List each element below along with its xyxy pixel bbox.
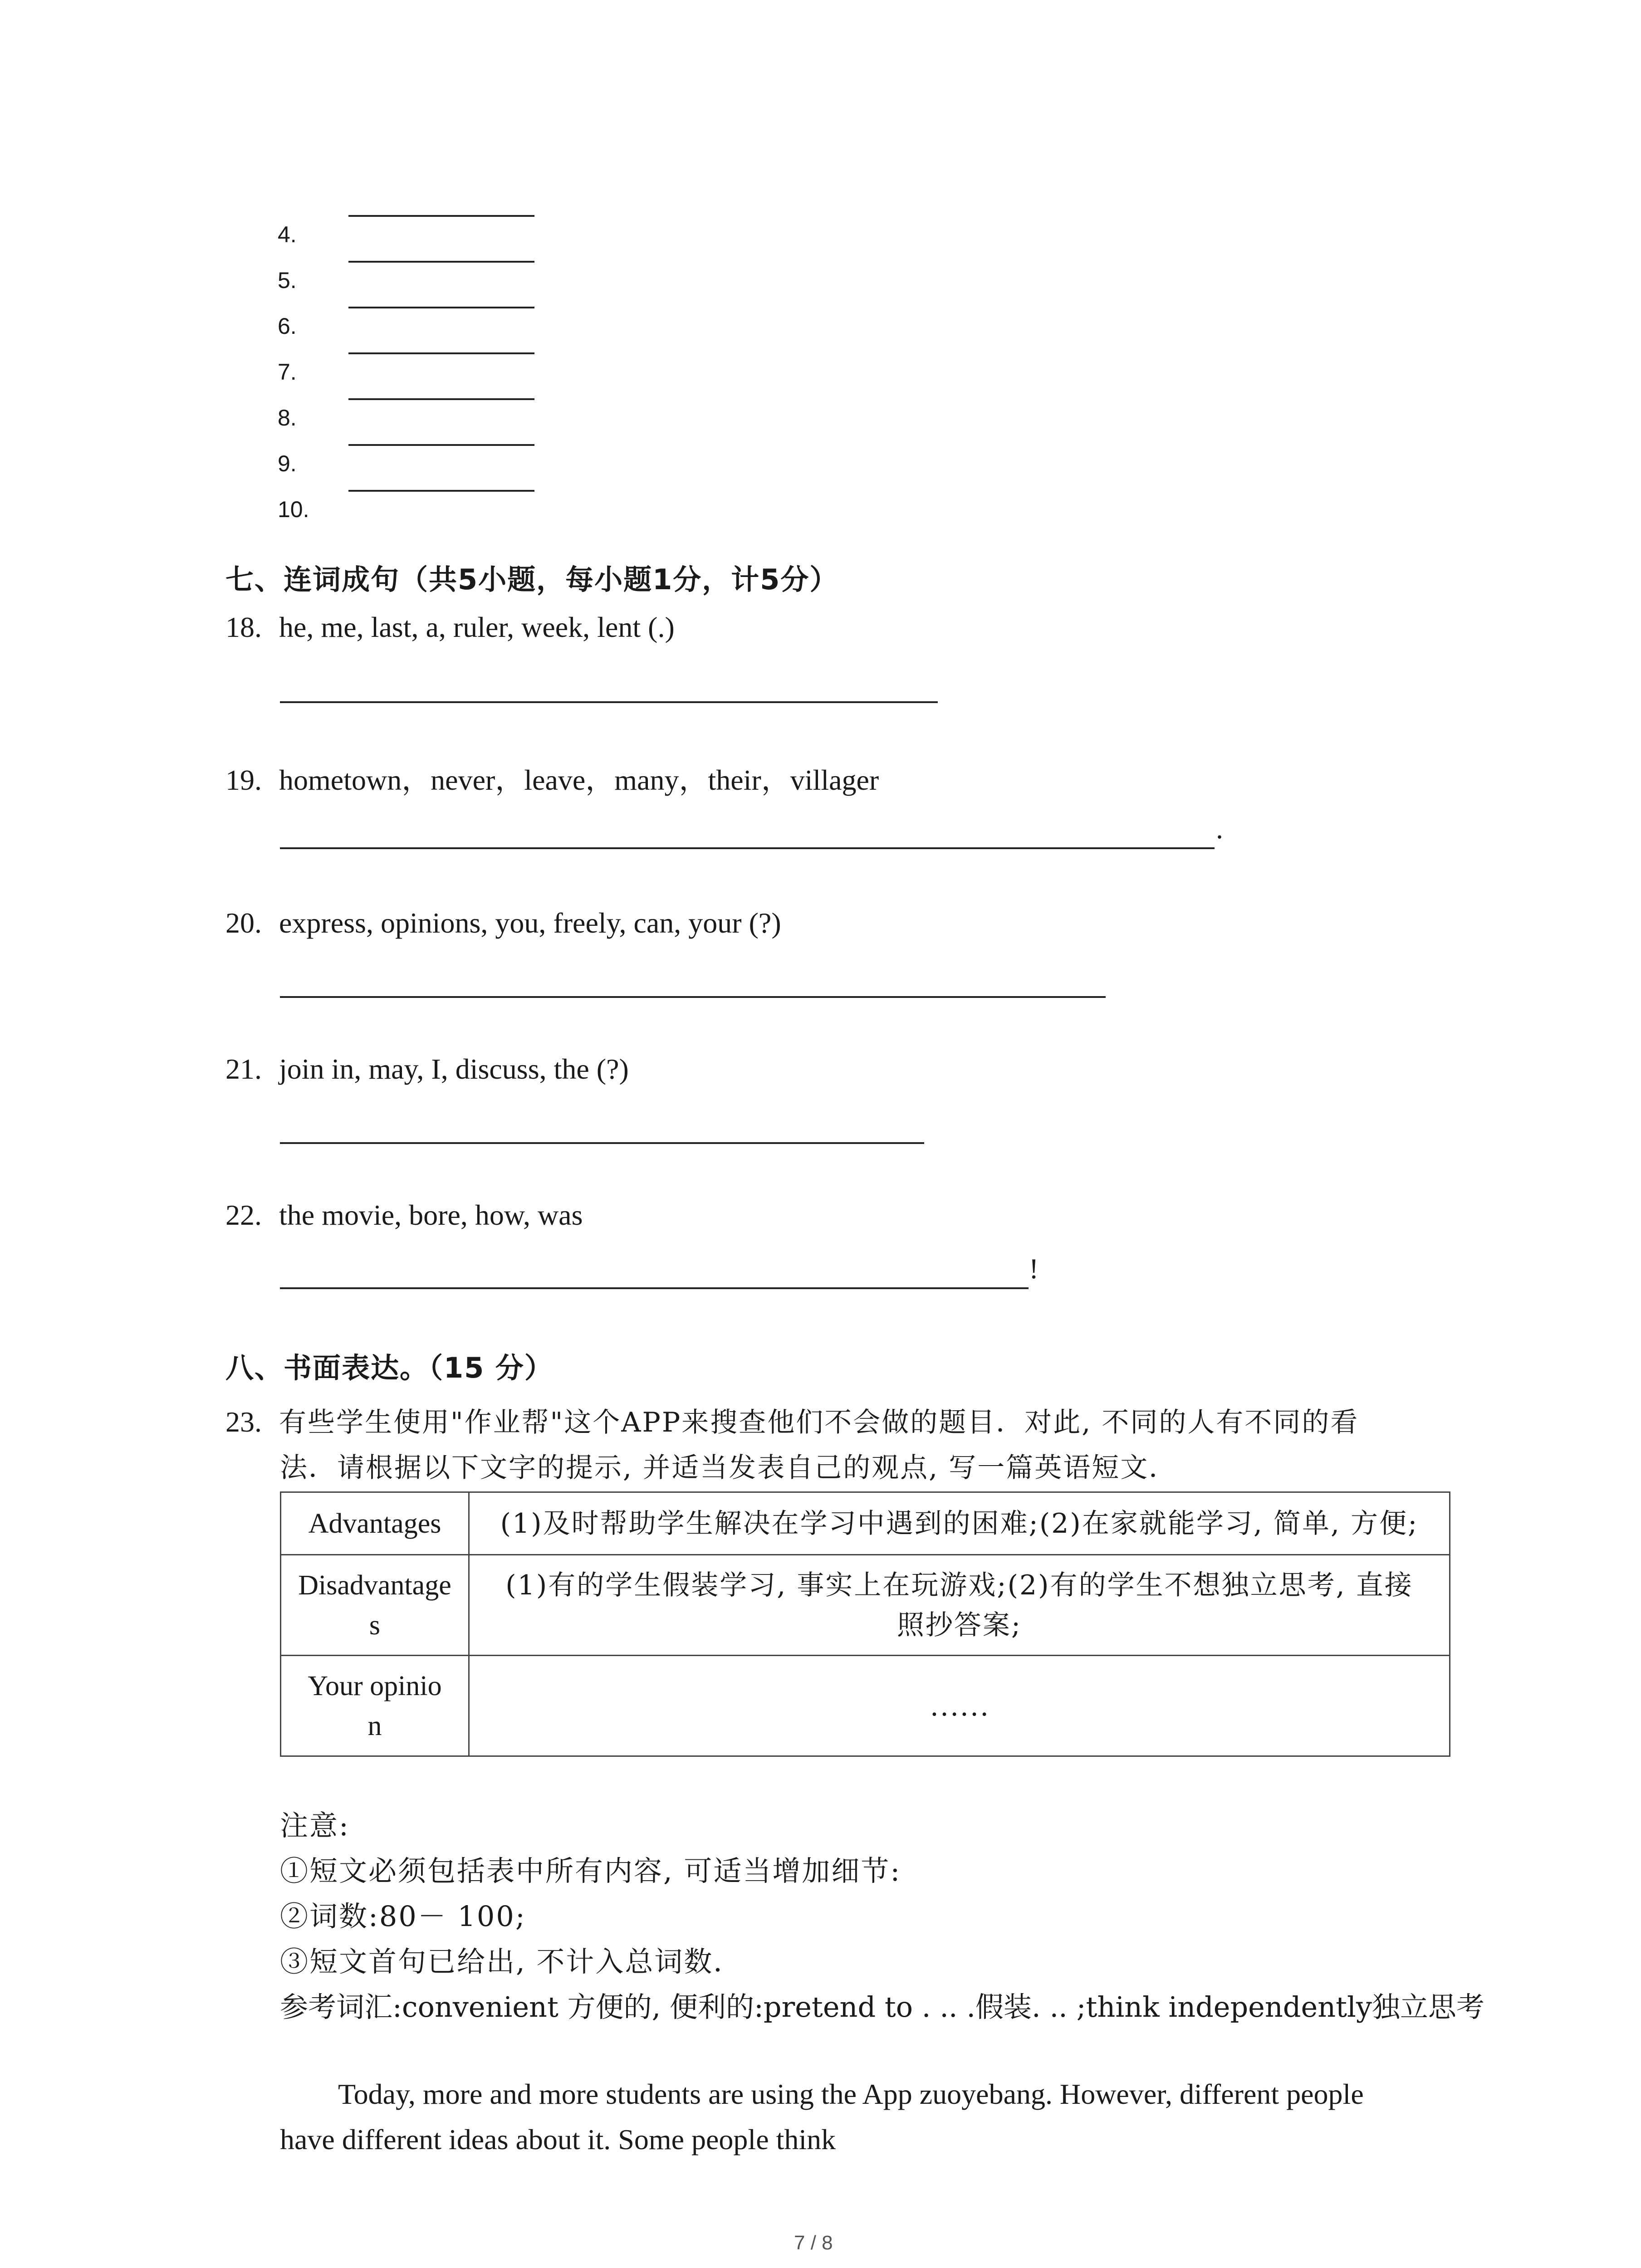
table-cell: …… (469, 1656, 1450, 1756)
essay-start-line: Today, more and more students are using the App zuoyebang. However, different people (338, 2078, 1364, 2110)
question-20 (225, 906, 781, 940)
question-text: he, me, last, a, ruler, week, lent (.) (279, 611, 675, 643)
table-cell-line: 照抄答案; (896, 1609, 1022, 1641)
table-head-line: Your opinio (308, 1670, 442, 1701)
essay-start-line: have different ideas about it. Some people think (280, 2123, 836, 2156)
question-text: the movie, bore, how, was (279, 1199, 583, 1231)
question-22 (225, 1198, 583, 1232)
answer-blank (280, 1287, 1029, 1289)
question-number: 23. (225, 1406, 262, 1438)
table-cell (469, 1555, 1450, 1656)
note-item: ②词数:80－ 100; (280, 1900, 526, 1933)
table-cell: (1)及时帮助学生解决在学习中遇到的困难;(2)在家就能学习, 简单, 方便; (469, 1492, 1450, 1555)
table-head (281, 1555, 469, 1656)
answer-number: 10. (278, 497, 309, 522)
table-head-line: n (367, 1710, 382, 1741)
answer-blank (348, 490, 534, 492)
question-number: 19. (225, 764, 262, 796)
table-row (281, 1656, 1450, 1756)
table-head (281, 1656, 469, 1756)
section-title: 七、连词成句（共5小题，每小题1分，计5分） (225, 563, 839, 596)
notes-label: 注意: (280, 1809, 350, 1842)
answer-blank (348, 215, 534, 217)
question-text: join in, may, I, discuss, the (?) (279, 1053, 629, 1085)
section-title: 八、书面表达。（15 分） (225, 1351, 554, 1384)
question-text: hometown，never，leave，many，their，villager (279, 764, 879, 796)
answer-end-punct: ! (1029, 1252, 1039, 1285)
table-row (281, 1555, 1450, 1656)
answer-number: 8. (278, 405, 297, 430)
question-number: 18. (225, 611, 262, 643)
question-text: express, opinions, you, freely, can, your (?) (279, 907, 781, 939)
note-item: ③短文首句已给出, 不计入总词数． (280, 1945, 743, 1978)
page-number: 7 / 8 (794, 2232, 833, 2254)
table-head-line: Disadvantage (298, 1569, 451, 1601)
answer-blank (348, 352, 534, 354)
answer-number: 9. (278, 451, 297, 476)
answer-blank (348, 444, 534, 446)
question-number: 22. (225, 1199, 262, 1231)
table-head-line: s (369, 1609, 381, 1641)
question-23 (225, 1401, 1359, 1440)
answer-blank (280, 1142, 924, 1144)
question-prompt-cont: 法．请根据以下文字的提示, 并适当发表自己的观点, 写一篇英语短文． (280, 1452, 1178, 1484)
question-21 (225, 1052, 629, 1086)
table-head: Advantages (281, 1492, 469, 1555)
question-prompt: 有些学生使用"作业帮"这个APP来搜查他们不会做的题目．对此, 不同的人有不同的看 (279, 1407, 1359, 1438)
question-19 (225, 757, 879, 798)
answer-blank (280, 847, 1215, 849)
answer-blank (348, 261, 534, 263)
question-number: 20. (225, 907, 262, 939)
answer-number: 7. (278, 359, 297, 385)
answer-blank (280, 996, 1106, 998)
question-number: 21. (225, 1053, 262, 1085)
reference-vocab: 参考词汇:convenient 方便的, 便利的:pretend to . .. .假装. .. ;think independently独立思考 (280, 1990, 1484, 2024)
table-row (281, 1492, 1450, 1555)
answer-blank (348, 398, 534, 400)
answer-number: 5. (278, 268, 297, 293)
answer-blank (348, 307, 534, 308)
question-18 (225, 611, 675, 644)
note-item: ①短文必须包括表中所有内容, 可适当增加细节: (280, 1854, 901, 1887)
hint-table (280, 1491, 1450, 1757)
answer-end-punct: . (1216, 812, 1223, 845)
answer-number: 4. (278, 222, 297, 247)
answer-number: 6. (278, 313, 297, 339)
answer-blank (280, 701, 938, 703)
table-cell-line: (1)有的学生假装学习, 事实上在玩游戏;(2)有的学生不想独立思考, 直接 (505, 1569, 1413, 1601)
